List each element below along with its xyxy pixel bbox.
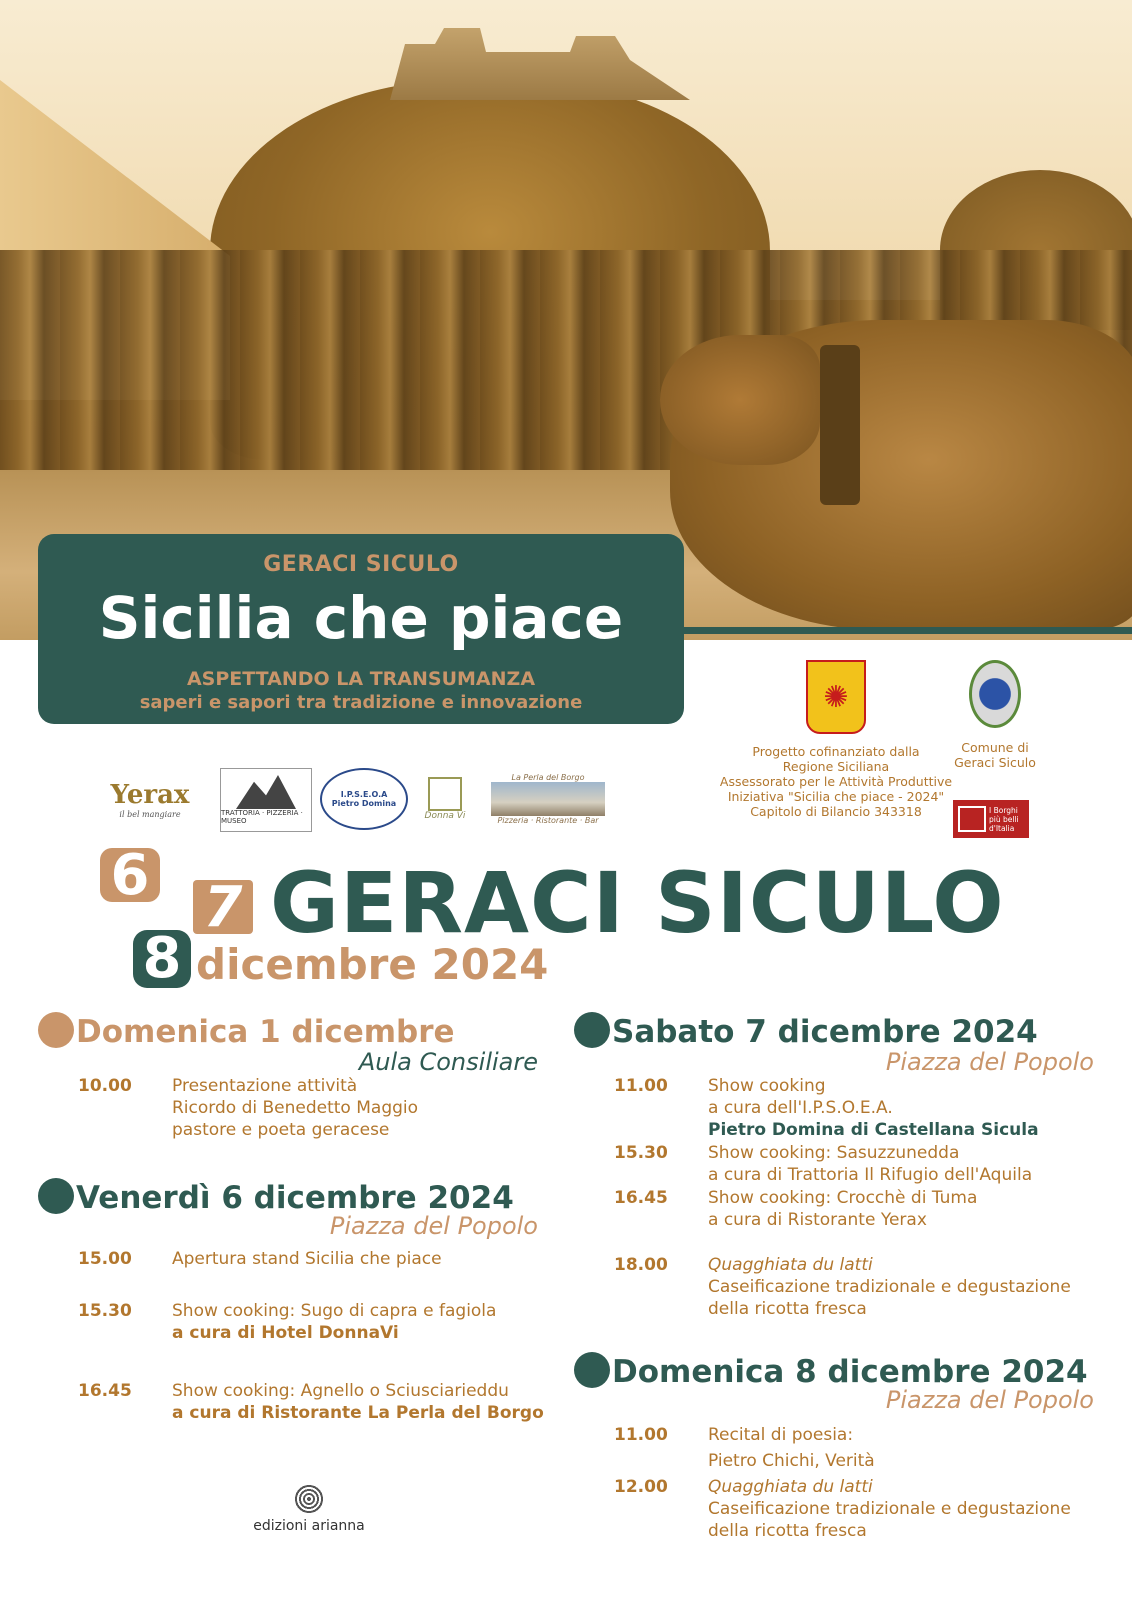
event-line: a cura di Hotel DonnaVi <box>172 1323 399 1343</box>
event-line: Caseificazione tradizionale e degustazione <box>708 1277 1071 1297</box>
event-time: 16.45 <box>614 1188 668 1208</box>
date-8: 8 <box>133 930 191 988</box>
donnavi-icon <box>428 777 462 811</box>
comune-line2: Geraci Siculo <box>954 755 1036 770</box>
day-title: Domenica 8 dicembre 2024 <box>612 1354 1088 1390</box>
event-time: 16.45 <box>78 1381 132 1401</box>
perla-logo <box>488 768 608 830</box>
event-line: della ricotta fresca <box>708 1299 867 1319</box>
event-line: della ricotta fresca <box>708 1521 867 1541</box>
subtitle-1: ASPETTANDO LA TRANSUMANZA <box>186 668 536 690</box>
event-line: Apertura stand Sicilia che piace <box>172 1249 442 1269</box>
event-line: Recital di poesia: <box>708 1425 854 1445</box>
publisher-logo <box>244 1484 374 1534</box>
day-block <box>38 1178 538 1240</box>
event-line: Caseificazione tradizionale e degustazione <box>708 1499 1071 1519</box>
day-heading <box>38 1178 538 1216</box>
regione-block <box>706 660 966 819</box>
subtitle-2: saperi e sapori tra tradizione e innovazione <box>139 692 583 713</box>
borghi-text: I Borghi più belli d'Italia <box>989 805 1019 833</box>
comune-block <box>940 660 1050 770</box>
donnavi-name: Donna Vi <box>424 811 466 821</box>
month-year: dicembre 2024 <box>196 940 549 989</box>
event-time: 15.00 <box>78 1249 132 1269</box>
perla-sub: Pizzeria · Ristorante · Bar <box>497 816 599 825</box>
comune-crest-icon <box>969 660 1021 728</box>
event-line: Quagghiata du latti <box>708 1477 873 1497</box>
event-line: Show cooking: Sasuzzunedda <box>708 1143 960 1163</box>
ipseoa-name: I.P.S.E.O.A <box>340 790 388 799</box>
yerax-logo <box>100 768 200 830</box>
yerax-tagline: il bel mangiare <box>119 809 181 819</box>
donnavi-logo <box>410 768 480 830</box>
inst-line: Assessorato per le Attività Produttive <box>719 774 953 789</box>
title-box <box>38 534 684 724</box>
event-line: Presentazione attività <box>172 1076 358 1096</box>
publisher-name: edizioni arianna <box>253 1518 365 1534</box>
divider-line <box>660 627 1132 634</box>
main-title: Sicilia che piace <box>98 584 624 652</box>
rifugio-logo <box>220 768 312 832</box>
perla-title: La Perla del Borgo <box>511 773 585 782</box>
perla-picture <box>491 782 605 816</box>
day-heading <box>574 1352 1094 1390</box>
day-place: Piazza del Popolo <box>885 1048 1094 1076</box>
photo-cow-head <box>660 335 820 465</box>
event-line: Show cooking: Agnello o Sciusciarieddu <box>172 1381 509 1401</box>
event-time: 10.00 <box>78 1076 132 1096</box>
event-line: Pietro Chichi, Verità <box>708 1451 875 1471</box>
inst-line: Capitolo di Bilancio 343318 <box>750 804 922 819</box>
day-block <box>574 1352 1094 1414</box>
event-time: 11.00 <box>614 1076 668 1096</box>
spiral-icon <box>294 1484 324 1514</box>
ipseoa-sub: Pietro Domina <box>331 799 397 808</box>
event-line: pastore e poeta geracese <box>172 1120 390 1140</box>
day-title: Domenica 1 dicembre <box>76 1014 455 1050</box>
bullet-icon <box>574 1012 610 1048</box>
inst-line: Progetto cofinanziato dalla <box>752 744 920 759</box>
event-time: 15.30 <box>614 1143 668 1163</box>
event-time: 18.00 <box>614 1255 668 1275</box>
town-title: GERACI SICULO <box>270 854 1005 952</box>
comune-line1: Comune di <box>961 740 1029 755</box>
bullet-icon <box>38 1012 74 1048</box>
day-title: Sabato 7 dicembre 2024 <box>612 1014 1038 1050</box>
trinacria-icon: ✺ <box>806 660 866 734</box>
event-line: a cura dell'I.P.S.O.E.A. <box>708 1098 893 1118</box>
day-block <box>574 1012 1094 1076</box>
mountain-icon <box>236 775 296 809</box>
event-line: Quagghiata du latti <box>708 1255 873 1275</box>
photo-cow-bell <box>820 345 860 505</box>
event-line: a cura di Ristorante Yerax <box>708 1210 927 1230</box>
date-7: 7 <box>193 880 253 934</box>
bullet-icon <box>574 1352 610 1388</box>
event-line: Ricordo di Benedetto Maggio <box>172 1098 419 1118</box>
rifugio-tagline: TRATTORIA · PIZZERIA · MUSEO <box>221 809 303 825</box>
event-time: 15.30 <box>78 1301 132 1321</box>
event-time: 11.00 <box>614 1425 668 1445</box>
day-place: Aula Consiliare <box>358 1048 538 1076</box>
day-block <box>38 1012 538 1076</box>
yerax-name: Yerax <box>110 779 190 810</box>
inst-line: Regione Siciliana <box>782 759 890 774</box>
event-time: 12.00 <box>614 1477 668 1497</box>
day-place: Piazza del Popolo <box>885 1386 1094 1414</box>
event-line: Show cooking: Crocchè di Tuma <box>708 1188 978 1208</box>
bullet-icon <box>38 1178 74 1214</box>
tower-icon <box>958 806 986 832</box>
date-6: 6 <box>100 848 160 902</box>
day-heading <box>574 1012 1094 1050</box>
event-line: Pietro Domina di Castellana Sicula <box>708 1120 1039 1140</box>
event-line: Show cooking: Sugo di capra e fagiola <box>172 1301 497 1321</box>
day-heading <box>38 1012 538 1050</box>
day-place: Piazza del Popolo <box>329 1212 538 1240</box>
title-kicker: GERACI SICULO <box>263 552 459 577</box>
inst-line: Iniziativa "Sicilia che piace - 2024" <box>727 789 945 804</box>
day-title: Venerdì 6 dicembre 2024 <box>76 1180 514 1216</box>
borghi-logo <box>953 800 1029 838</box>
ipseoa-logo <box>320 768 408 830</box>
event-line: a cura di Trattoria Il Rifugio dell'Aquila <box>708 1165 1033 1185</box>
event-line: a cura di Ristorante La Perla del Borgo <box>172 1403 544 1423</box>
event-line: Show cooking <box>708 1076 826 1096</box>
